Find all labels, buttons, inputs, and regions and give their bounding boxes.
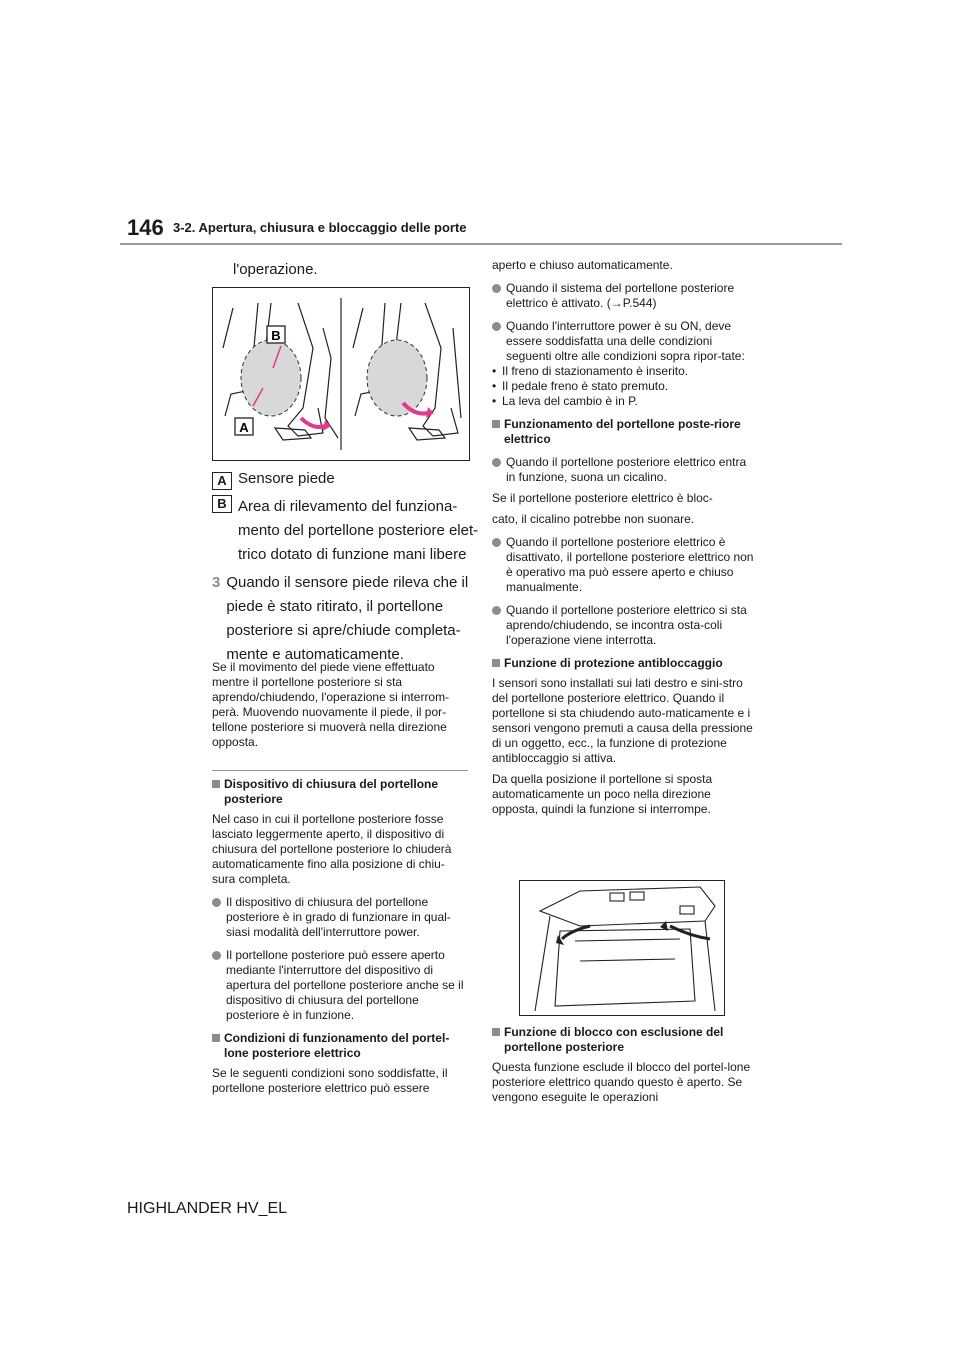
label-b-item: B Area di rilevamento del funziona-mento del portellone posteriore elet-trico dotato di funzione mani libere xyxy=(212,495,482,567)
label-b-box: B xyxy=(212,495,232,513)
intro-text: l'operazione. xyxy=(233,261,318,278)
bullet-item: Quando il portellone posteriore elettrico entra in funzione, suona un cicalino. xyxy=(492,455,754,485)
fig-label-a: A xyxy=(239,420,249,435)
chapter-title: 3-2. Apertura, chiusura e bloccaggio delle porte xyxy=(173,220,467,235)
body-text: Questa funzione esclude il blocco del portel-lone posteriore elettrico quando questo è aperto. Se vengono eseguite le operazioni xyxy=(492,1060,751,1104)
section-title: Funzione di protezione antibloccaggio xyxy=(492,656,754,671)
section-title: Funzionamento del portellone poste-riore elettrico xyxy=(492,417,754,447)
bullet-item: Quando l'interruttore power è su ON, deve essere soddisfatta una delle condizioni seguenti oltre alle condizioni sopra ripor-tate: xyxy=(492,319,754,364)
bullet-item: Quando il portellone posteriore elettrico si sta aprendo/chiudendo, se incontra osta-coli l'operazione viene interrotta. xyxy=(492,603,754,648)
tailgate-sensor-illustration xyxy=(519,880,725,1016)
bullet-item: Quando il portellone posteriore elettrico è disattivato, il portellone posteriore elettrico non è operativo ma può essere aperto e chiuso manualmente. xyxy=(492,535,754,595)
foot-sensor-illustration xyxy=(212,287,470,461)
body-text: cato, il cicalino potrebbe non suonare. xyxy=(492,512,695,526)
label-a-box: A xyxy=(212,472,232,490)
body-text: Nel caso in cui il portellone posteriore fosse lasciato leggermente aperto, il dispositivo di chiusura del portellone posteriore lo chiuderà automaticamente fino alla posizione di chiu-sura completa. xyxy=(212,812,452,886)
section-title: Dispositivo di chiusura del portellone posteriore xyxy=(212,777,468,807)
note-text: Se il movimento del piede viene effettuato mentre il portellone posteriore si sta aprendo/chiudendo, l'operazione si interrom-perà. Muovendo nuovamente il piede, il por-tellone posteriore si muoverà nella direzione opposta. xyxy=(212,660,450,749)
section-title: Funzione di blocco con esclusione del portellone posteriore xyxy=(492,1025,754,1055)
body-text: I sensori sono installati sui lati destro e sini-stro del portellone posteriore elettrico. Quando il portellone si sta chiudendo auto-maticamente e i sensori vengono premuti a causa della pressione di un oggetto, ecc., la funzione di protezione antibloccaggio si attiva. xyxy=(492,676,753,765)
header-rule xyxy=(120,243,842,245)
body-text: aperto e chiuso automaticamente. xyxy=(492,258,673,272)
dot-item: • Il pedale freno è stato premuto. xyxy=(492,379,754,394)
dot-item: • Il freno di stazionamento è inserito. xyxy=(492,364,754,379)
body-text: Se le seguenti condizioni sono soddisfatte, il portellone posteriore elettrico può essere xyxy=(212,1066,448,1095)
bullet-item: Il portellone posteriore può essere aperto mediante l'interruttore del dispositivo di apertura del portellone posteriore anche se il dispositivo di chiusura del portellone posteriore è in funzione. xyxy=(212,948,468,1023)
bullet-item: Quando il sistema del portellone posteriore elettrico è attivato. (→P.544) xyxy=(492,281,754,311)
body-text: Se il portellone posteriore elettrico è bloc- xyxy=(492,491,713,505)
dot-item: • La leva del cambio è in P. xyxy=(492,394,754,409)
step-number: 3 xyxy=(212,574,221,591)
footer-model: HIGHLANDER HV_EL xyxy=(127,1200,288,1217)
step-3: 3 Quando il sensore piede rileva che il piede è stato ritirato, il portellone posteriore si apre/chiude completa-mente e automaticamente. xyxy=(212,571,482,667)
body-text: Da quella posizione il portellone si sposta automaticamente un poco nella direzione opposta, quindi la funzione si interrompe. xyxy=(492,772,713,816)
bullet-item: Il dispositivo di chiusura del portellone posteriore è in grado di funzionare in qual-siasi modalità dell'interruttore power. xyxy=(212,895,468,940)
section-title: Condizioni di funzionamento del portel-lone posteriore elettrico xyxy=(212,1031,468,1061)
fig-label-b: B xyxy=(271,328,281,343)
label-a-item: A Sensore piede xyxy=(212,467,482,491)
page-number: 146 xyxy=(127,215,164,240)
section-divider xyxy=(212,770,468,771)
